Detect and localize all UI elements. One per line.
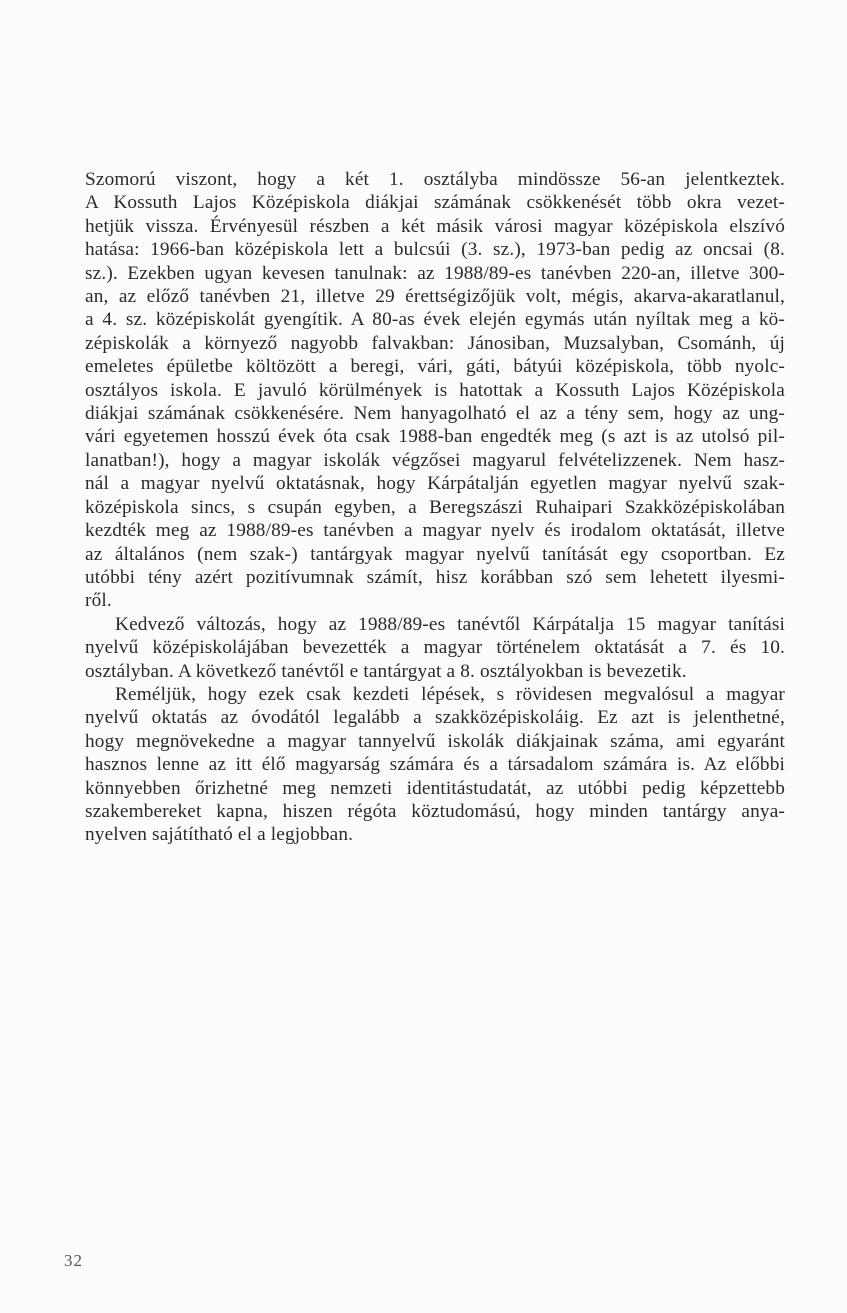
text-line: nyelvű oktatás az óvodától legalább a szakközépiskoláig. Ez azt is jelenthetné, xyxy=(85,707,785,729)
text-line: osztályos iskola. E javuló körülmények is hatottak a Kossuth Lajos Középiskola xyxy=(85,379,785,401)
text-line: emeletes épületbe költözött a beregi, vári, gáti, bátyúi középiskola, több nyolc- xyxy=(85,356,785,378)
text-line: sz.). Ezekben ugyan kevesen tanulnak: az 1988/89-es tanévben 220-an, illetve 300- xyxy=(85,262,785,284)
body-text xyxy=(85,168,785,847)
text-line: ről. xyxy=(85,590,112,612)
text-line: diákjai számának csökkenésére. Nem hanyagolható el az a tény sem, hogy az ung- xyxy=(85,403,785,425)
text-line: Szomorú viszont, hogy a két 1. osztályba mindössze 56-an jelentkeztek. xyxy=(85,169,785,190)
text-line: középiskola sincs, s csupán egyben, a Beregszászi Ruhaipari Szakközépiskolában xyxy=(85,496,785,518)
text-line: nyelven sajátítható el a legjobban. xyxy=(85,824,354,846)
text-line: an, az előző tanévben 21, illetve 29 érettségizőjük volt, mégis, akarva-akaratlanul, xyxy=(85,286,785,308)
text-line: az általános (nem szak-) tantárgyak magyar nyelvű tanítását egy csoportban. Ez xyxy=(85,543,785,565)
text-line: hasznos lenne az itt élő magyarság számára és a társadalom számára is. Az előbbi xyxy=(85,754,785,776)
text-line: hatása: 1966-ban középiskola lett a bulcsúi (3. sz.), 1973-ban pedig az oncsai (8. xyxy=(85,239,785,261)
text-line: vári egyetemen hosszú évek óta csak 1988-ban engedték meg (s azt is az utolsó pil- xyxy=(85,426,785,448)
text-line: kezdték meg az 1988/89-es tanévben a magyar nyelv és irodalom oktatását, illetve xyxy=(85,520,785,542)
text-line: Reméljük, hogy ezek csak kezdeti lépések, s rövidesen megvalósul a magyar xyxy=(115,683,785,705)
text-line: nál a magyar nyelvű oktatásnak, hogy Kárpátalján egyetlen magyar nyelvű szak- xyxy=(85,473,785,495)
text-line: a 4. sz. középiskolát gyengítik. A 80-as évek elején egymás után nyíltak meg a kö- xyxy=(85,309,785,331)
text-line: hogy megnövekedne a magyar tannyelvű iskolák diákjainak száma, ami egyaránt xyxy=(85,730,785,752)
text-line: osztályban. A következő tanévtől e tantárgyat a 8. osztályokban is bevezetik. xyxy=(85,660,687,682)
text-line: szakembereket kapna, hiszen régóta köztudomású, hogy minden tantárgy anya- xyxy=(85,800,785,822)
text-line: könnyebben őrizhetné meg nemzeti identitástudatát, az utóbbi pedig képzettebb xyxy=(85,777,785,799)
text-line: lanatban!), hogy a magyar iskolák végzősei magyarul felvételizzenek. Nem hasz- xyxy=(85,449,785,471)
text-line: zépiskolák a környező nagyobb falvakban: Jánosiban, Muzsalyban, Csománh, új xyxy=(85,332,785,354)
text-line: hetjük vissza. Érvényesül részben a két másik városi magyar középiskola elszívó xyxy=(85,215,785,237)
text-line: A Kossuth Lajos Középiskola diákjai számának csökkenését több okra vezet- xyxy=(85,192,785,214)
text-line: Kedvező változás, hogy az 1988/89-es tanévtől Kárpátalja 15 magyar tanítási xyxy=(115,613,785,635)
page-number: 32 xyxy=(64,1251,83,1270)
text-line: nyelvű középiskolájában bevezették a magyar történelem oktatását a 7. és 10. xyxy=(85,637,785,659)
text-line: utóbbi tény azért pozitívumnak számít, hisz korábban szó sem lehetett ilyesmi- xyxy=(85,566,785,588)
